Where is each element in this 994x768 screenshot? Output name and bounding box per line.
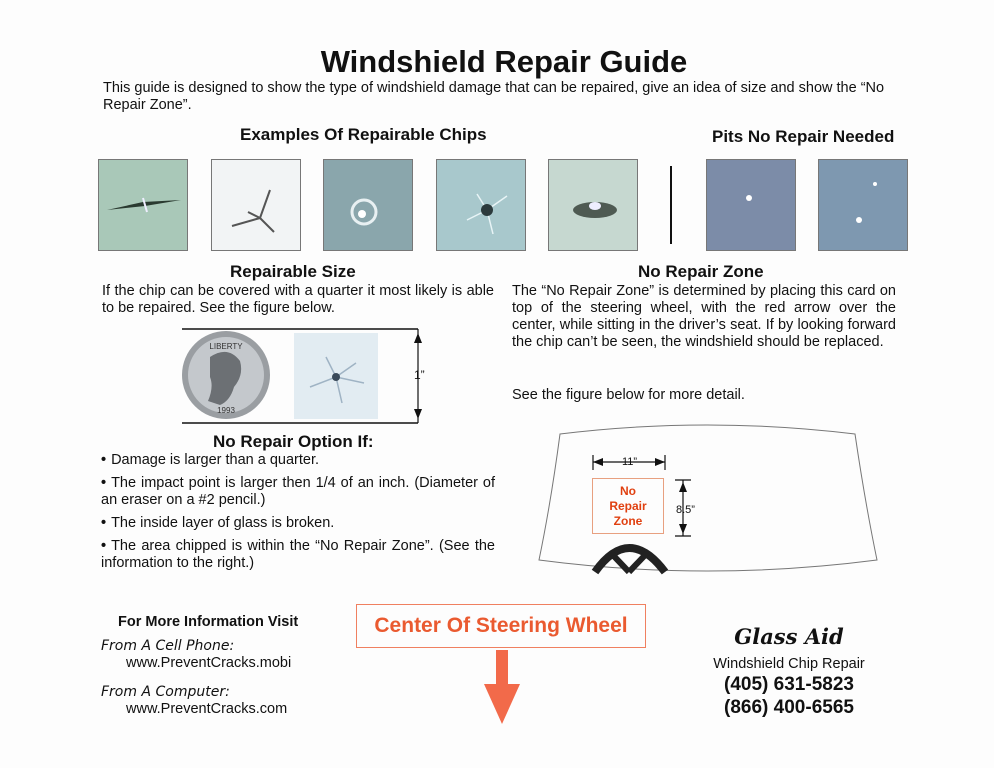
pits-heading: Pits No Repair Needed — [712, 127, 895, 146]
more-info-heading: For More Information Visit — [118, 614, 299, 630]
height-label: 8.5” — [676, 504, 695, 516]
pit-photo-1 — [706, 159, 796, 251]
list-item: • Damage is larger than a quarter. — [101, 452, 495, 469]
chip-photo-4 — [436, 159, 526, 251]
list-item: • The area chipped is within the “No Repair Zone”. (See the information to the right.) — [101, 538, 495, 572]
cell-phone-label: From A Cell Phone: — [101, 638, 235, 654]
repairable-size-heading: Repairable Size — [230, 262, 356, 281]
red-arrow-icon — [482, 650, 522, 724]
brand-name: Glass Aid — [734, 624, 844, 649]
chip-photo-1 — [98, 159, 188, 251]
quarter-size-figure — [180, 327, 440, 425]
no-repair-option-list — [101, 452, 495, 578]
coin-text-top: LIBERTY — [209, 342, 243, 351]
steering-wheel-icon — [595, 548, 665, 572]
pit-photo-2 — [818, 159, 908, 251]
quarter-coin-icon — [182, 331, 270, 419]
chips-heading: Examples Of Repairable Chips — [240, 125, 487, 144]
list-item: • The inside layer of glass is broken. — [101, 515, 495, 532]
list-item: • The impact point is larger then 1/4 of an inch. (Diameter of an eraser on a #2 pencil.) — [101, 475, 495, 509]
chip-photo-2 — [211, 159, 301, 251]
zone-box-line: Repair — [609, 499, 647, 513]
chip-photo-5 — [548, 159, 638, 251]
page-title: Windshield Repair Guide — [320, 44, 688, 79]
brand-subtitle: Windshield Chip Repair — [713, 656, 865, 672]
zone-box-line: No — [620, 484, 636, 498]
measure-label: 1” — [414, 368, 425, 382]
no-repair-zone-heading: No Repair Zone — [638, 262, 764, 281]
center-of-steering-wheel-label: Center Of Steering Wheel — [356, 604, 646, 648]
zone-box-line: Zone — [613, 514, 643, 528]
computer-url[interactable]: www.PreventCracks.com — [126, 701, 288, 717]
phone-number-2: (866) 400-6565 — [724, 697, 854, 718]
width-label: 11” — [622, 456, 638, 468]
intro-text: This guide is designed to show the type of windshield damage that can be repaired, give an idea of size and show the “No Repair Zone”. — [103, 80, 885, 113]
windshield-diagram — [535, 422, 880, 580]
no-repair-option-heading: No Repair Option If: — [213, 432, 374, 451]
repairable-size-text: If the chip can be covered with a quarter it most likely is able to be repaired. See the figure below. — [102, 283, 494, 316]
phone-number-1: (405) 631-5823 — [724, 674, 854, 695]
no-repair-zone-text: The “No Repair Zone” is determined by placing this card on top of the steering wheel, with the red arrow over the center, while sitting in the driver’s seat. If by looking forward the chip can’t be seen, the windshield should be replaced. — [512, 283, 896, 350]
computer-label: From A Computer: — [101, 684, 230, 700]
see-figure-text: See the figure below for more detail. — [512, 387, 745, 403]
coin-text-bottom: 1993 — [217, 406, 235, 415]
no-repair-zone-box — [592, 478, 664, 534]
chip-photo-3 — [323, 159, 413, 251]
section-divider — [670, 166, 672, 244]
cell-phone-url[interactable]: www.PreventCracks.mobi — [126, 655, 292, 671]
